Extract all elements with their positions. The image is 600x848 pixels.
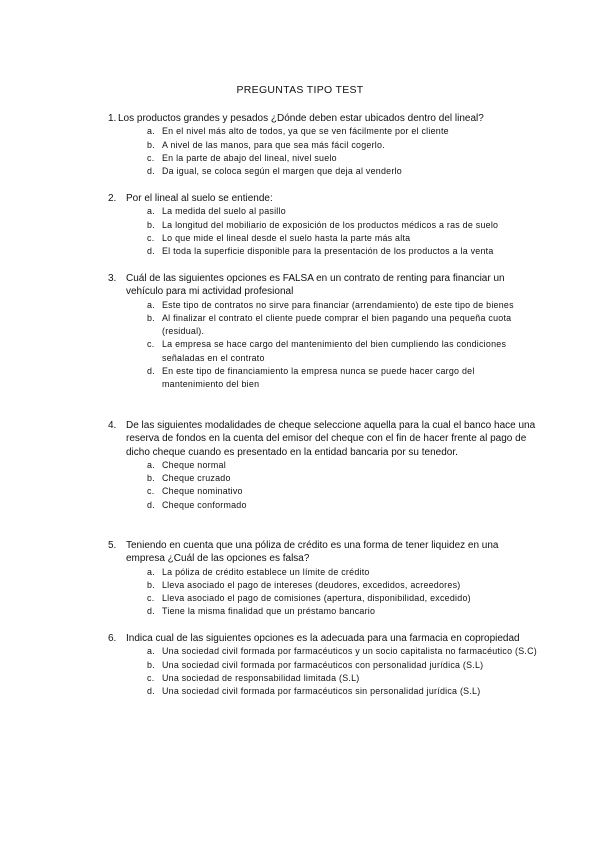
option-letter: d. (147, 606, 155, 617)
option-letter: d. (147, 686, 155, 697)
question-number: 4. (108, 420, 117, 431)
option-text: En este tipo de financiamiento la empresa nunca se puede hacer cargo del mantenimiento del bien (162, 366, 475, 390)
answer-option (108, 232, 538, 245)
question-stem (108, 272, 538, 299)
answer-options (108, 299, 538, 392)
option-letter: d. (147, 366, 155, 377)
question-stem (108, 192, 538, 205)
answer-options (108, 645, 538, 698)
question-number: 5. (108, 540, 117, 551)
answer-option (108, 125, 538, 138)
option-letter: c. (147, 232, 155, 243)
answer-option (108, 219, 538, 232)
option-letter: b. (147, 139, 155, 150)
question-text: De las siguientes modalidades de cheque seleccione aquella para la cual el banco hace una reserva de fondos en la cuenta del emisor del cheque con el fin de hacer frente al pago de dicho cheque cuando es presentado en la entidad bancaria por su tenedor. (126, 420, 536, 458)
answer-option (108, 165, 538, 178)
option-letter: c. (147, 672, 155, 683)
option-letter: c. (147, 486, 155, 497)
option-letter: c. (147, 593, 155, 604)
option-text: A nivel de las manos, para que sea más fácil cogerlo. (162, 139, 385, 150)
option-text: Una sociedad civil formada por farmacéuticos con personalidad jurídica (S.L) (162, 659, 484, 670)
option-text: La empresa se hace cargo del mantenimiento del bien cumpliendo las condiciones señaladas en el contrato (162, 339, 507, 363)
answer-option (108, 139, 538, 152)
option-text: Lleva asociado el pago de comisiones (apertura, disponibilidad, excedido) (162, 593, 471, 604)
answer-option (108, 499, 538, 512)
question-number: 1. (108, 113, 117, 124)
option-text: En el nivel más alto de todos, ya que se ven fácilmente por el cliente (162, 126, 449, 137)
answer-option (108, 605, 538, 618)
option-letter: d. (147, 246, 155, 257)
answer-option (108, 299, 538, 312)
option-text: Tiene la misma finalidad que un préstamo bancario (162, 606, 376, 617)
option-letter: a. (147, 299, 155, 310)
answer-options (108, 205, 538, 258)
option-text: Cheque nominativo (162, 486, 243, 497)
question-6 (108, 632, 538, 698)
option-text: Una sociedad de responsabilidad limitada (S.L) (162, 672, 360, 683)
answer-option (108, 152, 538, 165)
question-5 (108, 539, 538, 619)
question-2 (108, 192, 538, 258)
option-letter: a. (147, 126, 155, 137)
answer-option (108, 672, 538, 685)
answer-option (108, 472, 538, 485)
answer-option (108, 205, 538, 218)
answer-option (108, 566, 538, 579)
option-letter: c. (147, 152, 155, 163)
document-title: PREGUNTAS TIPO TEST (236, 84, 364, 96)
option-letter: b. (147, 312, 155, 323)
question-text: Por el lineal al suelo se entiende: (126, 193, 273, 204)
option-text: Cheque conformado (162, 499, 247, 510)
option-text: Una sociedad civil formada por farmacéuticos sin personalidad jurídica (S.L) (162, 686, 481, 697)
option-letter: b. (147, 579, 155, 590)
answer-option (108, 659, 538, 672)
option-text: Lo que mide el lineal desde el suelo hasta la parte más alta (162, 232, 411, 243)
option-text: Cheque normal (162, 459, 226, 470)
question-1 (108, 112, 538, 178)
option-text: El toda la superficie disponible para la presentación de los productos a la venta (162, 246, 494, 257)
option-letter: b. (147, 473, 155, 484)
question-stem (108, 539, 538, 566)
option-text: Lleva asociado el pago de intereses (deudores, excedidos, acreedores) (162, 579, 461, 590)
question-number: 2. (108, 193, 117, 204)
option-text: La longitud del mobiliario de exposición de los productos médicos a ras de suelo (162, 219, 499, 230)
option-text: Una sociedad civil formada por farmacéuticos y un socio capitalista no farmacéutico (S.C) (162, 646, 537, 657)
question-number: 6. (108, 633, 117, 644)
option-text: La póliza de crédito establece un límite de crédito (162, 566, 370, 577)
option-letter: d. (147, 499, 155, 510)
question-3 (108, 272, 538, 392)
option-letter: a. (147, 646, 155, 657)
option-text: Al finalizar el contrato el cliente puede comprar el bien pagando una pequeña cuota (residual). (162, 312, 512, 337)
question-text: Teniendo en cuenta que una póliza de crédito es una forma de tener liquidez en una empresa ¿Cuál de las opciones es falsa? (126, 540, 499, 565)
question-stem (108, 632, 538, 645)
question-4 (108, 419, 538, 512)
option-text: Da igual, se coloca según el margen que deja al venderlo (162, 166, 402, 177)
option-letter: c. (147, 339, 155, 350)
question-stem (108, 419, 538, 459)
answer-option (108, 592, 538, 605)
answer-option (108, 245, 538, 258)
option-letter: d. (147, 166, 155, 177)
question-number: 3. (108, 273, 117, 284)
answer-option (108, 365, 538, 392)
answer-options (108, 566, 538, 619)
question-text: Los productos grandes y pesados ¿Dónde deben estar ubicados dentro del lineal? (118, 113, 484, 124)
answer-option (108, 579, 538, 592)
option-letter: a. (147, 566, 155, 577)
answer-option (108, 485, 538, 498)
option-text: Cheque cruzado (162, 473, 231, 484)
option-letter: a. (147, 206, 155, 217)
option-text: Este tipo de contratos no sirve para financiar (arrendamiento) de este tipo de bienes (162, 299, 514, 310)
answer-option (108, 459, 538, 472)
answer-option (108, 645, 538, 658)
option-text: La medida del suelo al pasillo (162, 206, 286, 217)
option-text: En la parte de abajo del lineal, nivel suelo (162, 152, 337, 163)
answer-options (108, 125, 538, 178)
answer-option (108, 312, 538, 339)
question-stem (108, 112, 538, 125)
question-text: Cuál de las siguientes opciones es FALSA en un contrato de renting para financiar un vehículo para mi actividad profesional (126, 273, 505, 298)
option-letter: a. (147, 459, 155, 470)
question-text: Indica cual de las siguientes opciones es la adecuada para una farmacia en copropiedad (126, 633, 520, 644)
answer-option (108, 338, 538, 365)
answer-options (108, 459, 538, 512)
option-letter: b. (147, 219, 155, 230)
answer-option (108, 685, 538, 698)
option-letter: b. (147, 659, 155, 670)
